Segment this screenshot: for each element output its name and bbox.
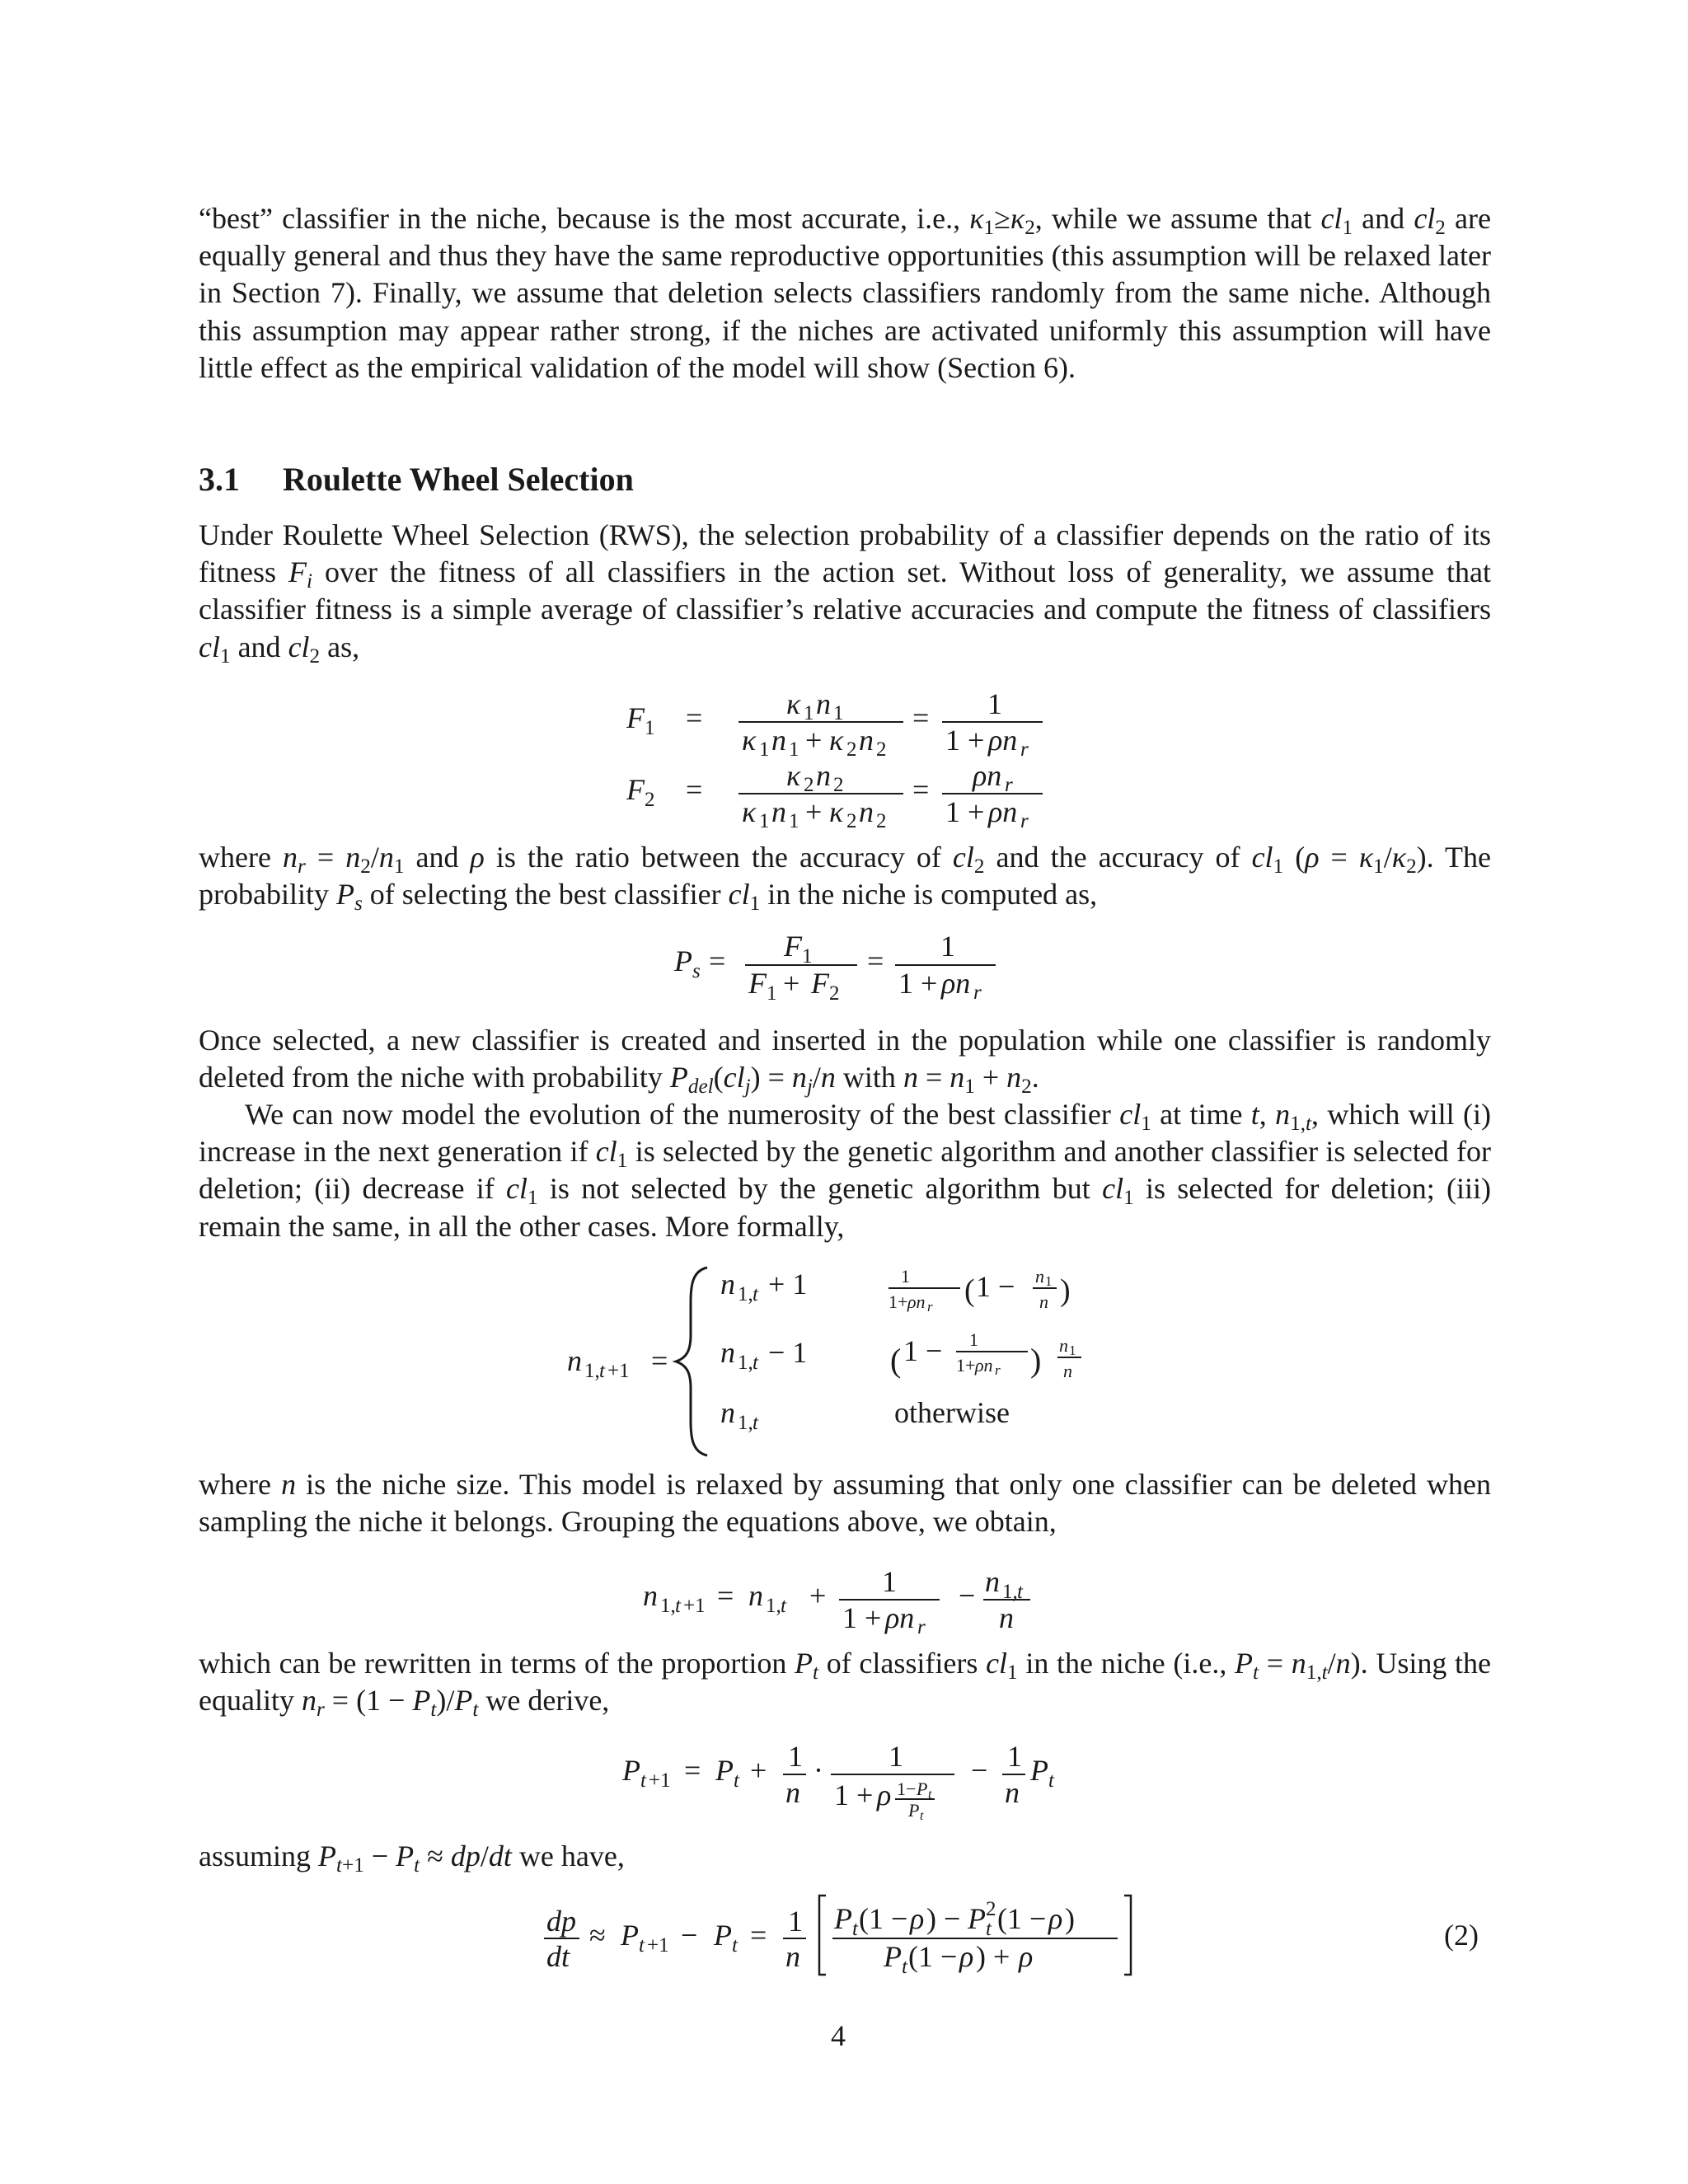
svg-text:+: + xyxy=(805,795,823,828)
svg-text:κ: κ xyxy=(786,687,801,720)
svg-text:t: t xyxy=(734,1769,739,1792)
svg-text:=: = xyxy=(651,1344,668,1377)
svg-text:ρn: ρn xyxy=(885,1601,915,1634)
svg-text:1: 1 xyxy=(788,1905,803,1938)
svg-text:+: + xyxy=(805,724,823,757)
svg-text:t: t xyxy=(852,1918,858,1940)
svg-text:n: n xyxy=(816,687,831,720)
paragraph-assuming: assuming $P_{t+1} - P_t \approx dp/dt$ we have, xyxy=(199,1840,625,1877)
svg-text:=: = xyxy=(684,1754,701,1787)
svg-text:2: 2 xyxy=(986,1898,996,1920)
svg-text:1: 1 xyxy=(901,1266,910,1286)
section-title: Roulette Wheel Selection xyxy=(283,461,634,498)
svg-text:n: n xyxy=(1059,1335,1068,1356)
svg-text:n: n xyxy=(1063,1361,1072,1381)
svg-text:t: t xyxy=(986,1918,992,1940)
svg-text:r: r xyxy=(927,1299,933,1315)
page-number: 4 xyxy=(831,2019,846,2052)
svg-text:P: P xyxy=(908,1800,920,1821)
section-heading xyxy=(199,460,634,499)
svg-text:ρ: ρ xyxy=(910,1902,925,1935)
paragraph-ratio: where $n_r = n_2/n_1$ and ρ is the ratio between the accuracy of $cl_2$ and the accuracy of $cl_1$ $(\rho = \kappa_1/\kappa_2)$. The probability $P_s$ of selecting the best classifier $cl_1$ in the niche is computed as, xyxy=(199,841,1492,916)
svg-text:P: P xyxy=(1030,1754,1048,1787)
svg-text:): ) xyxy=(1030,1342,1042,1379)
svg-text:1: 1 xyxy=(789,810,799,832)
svg-text:≈: ≈ xyxy=(589,1919,606,1952)
svg-text:t: t xyxy=(675,1595,681,1617)
svg-text:(: ( xyxy=(964,1273,975,1308)
svg-text:n: n xyxy=(785,1776,800,1809)
svg-text:r: r xyxy=(917,1616,926,1638)
svg-text:1: 1 xyxy=(802,945,813,968)
equation-2 xyxy=(0,1896,1688,1994)
svg-text:r: r xyxy=(1005,774,1013,796)
svg-text:s: s xyxy=(692,960,701,982)
svg-text:ρ: ρ xyxy=(877,1779,892,1811)
svg-text:ρn: ρn xyxy=(941,967,971,1000)
svg-text:ρ: ρ xyxy=(959,1940,974,1973)
svg-text:κ: κ xyxy=(786,759,801,792)
svg-text:2: 2 xyxy=(846,738,857,761)
svg-text:2: 2 xyxy=(876,738,887,761)
svg-text:n: n xyxy=(1005,1776,1020,1809)
paragraph-rws: Under Roulette Wheel Selection (RWS), the selection probability of a classifier depends on the ratio of its fitness $F_i$ over the fitness of all classifiers in the action set. Without loss of generality, we assume that classifier fitness is a simple average of classifier’s relative accuracies and compute the fitness of classifiers $cl_1$ and $cl_2$ as, xyxy=(199,518,1491,668)
svg-text:1,: 1, xyxy=(766,1595,781,1617)
svg-text:ρ: ρ xyxy=(1048,1902,1063,1935)
svg-text:+1: +1 xyxy=(607,1360,630,1382)
svg-text:1 −: 1 − xyxy=(976,1270,1015,1303)
svg-text:1: 1 xyxy=(645,717,655,739)
svg-text:1: 1 xyxy=(940,930,955,963)
svg-text:t: t xyxy=(640,1769,646,1792)
svg-text:− 1: − 1 xyxy=(768,1336,808,1369)
svg-text:ρn: ρn xyxy=(988,795,1018,828)
svg-text:−: − xyxy=(681,1919,698,1952)
svg-text:n: n xyxy=(1039,1291,1048,1312)
svg-text:t: t xyxy=(753,1283,758,1305)
svg-text:1 +: 1 + xyxy=(898,967,938,1000)
svg-text:2: 2 xyxy=(833,774,844,796)
svg-text:P: P xyxy=(917,1779,928,1799)
svg-text:P: P xyxy=(834,1902,852,1935)
svg-text:κ: κ xyxy=(742,724,757,757)
svg-text:1+: 1+ xyxy=(956,1355,976,1376)
section-number: 3.1 xyxy=(199,461,240,498)
svg-text:dt: dt xyxy=(546,1940,570,1973)
svg-text:n: n xyxy=(771,724,786,757)
paragraph-intro: “best” classifier in the niche, because is the most accurate, i.e., $\kappa_1\ge\kappa_2$, while we assume that $cl_1$ and $cl_2$ are equally general and thus they have the same reproductive opportunities (this assumption will be relaxed later in Section 7). Finally, we assume that deletion selects classifiers randomly from the same niche. Although this assumption may appear rather strong, if the niches are activated uniformly this assumption will have little effect as the empirical validation of the model will show (Section 6). xyxy=(199,202,1491,384)
svg-text:+: + xyxy=(809,1579,827,1612)
svg-text:n: n xyxy=(1035,1266,1044,1286)
paragraph-deletion: Once selected, a new classifier is created and inserted in the population while one classifier is randomly deleted from the niche with probability $P_{del}(cl_j) = n_j/n$ with $n = n_1 + n_2$. xyxy=(199,1024,1491,1099)
svg-text:(1 −: (1 − xyxy=(997,1902,1047,1935)
svg-text:r: r xyxy=(1020,738,1029,761)
svg-text:1+: 1+ xyxy=(889,1291,908,1312)
svg-text:t: t xyxy=(639,1934,645,1957)
svg-text:1: 1 xyxy=(1069,1343,1076,1358)
svg-text:t: t xyxy=(753,1352,758,1374)
svg-text:=: = xyxy=(867,944,884,977)
svg-text:1 +: 1 + xyxy=(842,1601,882,1634)
svg-text:t: t xyxy=(1048,1769,1054,1792)
svg-text:F: F xyxy=(811,967,829,1000)
svg-text:n: n xyxy=(748,1579,763,1612)
svg-text:dp: dp xyxy=(546,1905,576,1938)
svg-text:=: = xyxy=(686,701,703,734)
svg-text:1: 1 xyxy=(969,1329,978,1350)
svg-text:1: 1 xyxy=(804,702,814,724)
svg-text:t: t xyxy=(928,1788,932,1802)
svg-text:P: P xyxy=(968,1902,986,1935)
svg-text:F: F xyxy=(784,930,802,963)
svg-text:1: 1 xyxy=(767,982,777,1005)
svg-text:+1: +1 xyxy=(649,1769,671,1792)
paragraph-evolution: We can now model the evolution of the numerosity of the best classifier $cl_1$ at time t, $n_{1,t}$, which will (i) increase in the next generation if $cl_1$ is selected by the genetic algorithm and another classifier is selected for deletion; (ii) decrease if $cl_1$ is not selected by the genetic algorithm but $cl_1$ is selected for deletion; (iii) remain the same, in all the other cases. More formally, xyxy=(199,1098,1492,1243)
svg-text:t: t xyxy=(920,1809,924,1823)
svg-text:n: n xyxy=(985,1565,1000,1598)
svg-text:2: 2 xyxy=(804,774,814,796)
svg-text:P: P xyxy=(715,1754,734,1787)
svg-text:n: n xyxy=(567,1344,582,1377)
svg-text:=: = xyxy=(686,773,703,806)
svg-text:+: + xyxy=(783,967,800,1000)
svg-text:) +: ) + xyxy=(976,1940,1010,1973)
svg-text:n: n xyxy=(643,1579,658,1612)
svg-text:=: = xyxy=(912,773,930,806)
svg-text:κ: κ xyxy=(742,795,757,828)
svg-text:=: = xyxy=(750,1919,767,1952)
svg-text:F: F xyxy=(626,701,645,734)
svg-text:n: n xyxy=(859,795,874,828)
svg-text:−: − xyxy=(971,1754,988,1787)
svg-text:n: n xyxy=(816,759,831,792)
svg-text:·: · xyxy=(814,1754,823,1787)
svg-text:n: n xyxy=(720,1268,735,1301)
svg-text:1,: 1, xyxy=(738,1352,753,1374)
svg-text:1: 1 xyxy=(789,738,799,761)
svg-text:t: t xyxy=(781,1595,786,1617)
svg-text:1: 1 xyxy=(987,687,1002,720)
svg-text:+: + xyxy=(750,1754,767,1787)
svg-text:1 +: 1 + xyxy=(834,1779,874,1811)
svg-text:ρn: ρn xyxy=(907,1291,926,1312)
svg-text:=: = xyxy=(912,701,930,734)
equation-selection-probability xyxy=(0,923,1688,1014)
svg-text:(1 −: (1 − xyxy=(859,1902,908,1935)
svg-text:n: n xyxy=(720,1336,735,1369)
paragraph-proportion: which can be rewritten in terms of the proportion $P_t$ of classifiers $cl_1$ in the niche (i.e., $P_t = n_{1,t}/n$). Using the equality $n_r = (1 - P_t)/P_t$ we derive, xyxy=(199,1647,1492,1722)
svg-text:1: 1 xyxy=(788,1740,803,1773)
svg-text:1: 1 xyxy=(889,1740,903,1773)
svg-text:2: 2 xyxy=(876,810,887,832)
svg-text:1 −: 1 − xyxy=(903,1334,943,1367)
svg-text:): ) xyxy=(1060,1273,1071,1308)
svg-text:P: P xyxy=(621,1919,639,1952)
svg-text:=: = xyxy=(709,944,726,977)
svg-text:ρn: ρn xyxy=(973,759,1002,792)
svg-text:n: n xyxy=(999,1601,1014,1634)
svg-text:ρn: ρn xyxy=(988,724,1018,757)
svg-text:κ: κ xyxy=(829,795,844,828)
equation-number: (2) xyxy=(1444,1919,1479,1952)
svg-text:=: = xyxy=(717,1579,734,1612)
equation-proportion-update xyxy=(0,1722,1688,1821)
svg-text:n: n xyxy=(720,1396,735,1429)
svg-text:t: t xyxy=(1017,1581,1023,1603)
equation-piecewise xyxy=(0,1253,1688,1451)
svg-text:+1: +1 xyxy=(647,1934,669,1957)
svg-text:1 +: 1 + xyxy=(945,795,985,828)
svg-text:t: t xyxy=(599,1360,605,1382)
paragraph-niche-size: where n is the niche size. This model is relaxed by assuming that only one classifier can be deleted when sampling the niche it belongs. Grouping the equations above, we obtain, xyxy=(199,1468,1491,1539)
svg-text:2: 2 xyxy=(829,982,840,1005)
svg-text:1: 1 xyxy=(1007,1740,1022,1773)
svg-text:n: n xyxy=(785,1940,800,1973)
svg-text:1: 1 xyxy=(1045,1273,1053,1289)
svg-text:t: t xyxy=(753,1412,758,1434)
svg-text:(: ( xyxy=(890,1342,902,1379)
svg-text:1 +: 1 + xyxy=(945,724,985,757)
svg-text:r: r xyxy=(973,982,982,1004)
equation-grouped xyxy=(0,1549,1688,1640)
svg-text:1,: 1, xyxy=(660,1595,676,1617)
svg-text:1: 1 xyxy=(759,810,770,832)
svg-text:P: P xyxy=(622,1754,640,1787)
svg-text:ρn: ρn xyxy=(975,1355,993,1376)
svg-text:): ) xyxy=(1065,1902,1075,1935)
svg-text:1,: 1, xyxy=(1002,1581,1018,1603)
svg-text:F: F xyxy=(748,967,767,1000)
svg-text:ρ: ρ xyxy=(1019,1940,1034,1973)
svg-text:) −: ) − xyxy=(926,1902,961,1935)
svg-text:+ 1: + 1 xyxy=(768,1268,808,1301)
svg-text:1,: 1, xyxy=(738,1412,753,1434)
svg-text:t: t xyxy=(902,1956,907,1978)
svg-text:n: n xyxy=(771,795,786,828)
svg-text:n: n xyxy=(859,724,874,757)
svg-text:+1: +1 xyxy=(683,1595,706,1617)
svg-text:1: 1 xyxy=(833,702,844,724)
equation-fitness xyxy=(0,687,1688,832)
svg-text:t: t xyxy=(732,1934,738,1957)
svg-text:κ: κ xyxy=(829,724,844,757)
svg-text:1−: 1− xyxy=(897,1779,917,1799)
svg-text:P: P xyxy=(714,1919,732,1952)
svg-text:r: r xyxy=(1020,810,1029,832)
otherwise-label: otherwise xyxy=(894,1396,1010,1429)
svg-text:P: P xyxy=(884,1940,902,1973)
svg-text:1,: 1, xyxy=(584,1360,600,1382)
svg-text:−: − xyxy=(959,1579,976,1612)
svg-text:1: 1 xyxy=(882,1565,897,1598)
svg-text:(1 −: (1 − xyxy=(908,1940,958,1973)
svg-text:F: F xyxy=(626,773,645,806)
svg-text:1,: 1, xyxy=(738,1283,753,1305)
svg-text:2: 2 xyxy=(645,789,655,811)
svg-text:r: r xyxy=(995,1362,1001,1378)
svg-text:1: 1 xyxy=(759,738,770,761)
svg-text:2: 2 xyxy=(846,810,857,832)
svg-text:P: P xyxy=(674,944,692,977)
